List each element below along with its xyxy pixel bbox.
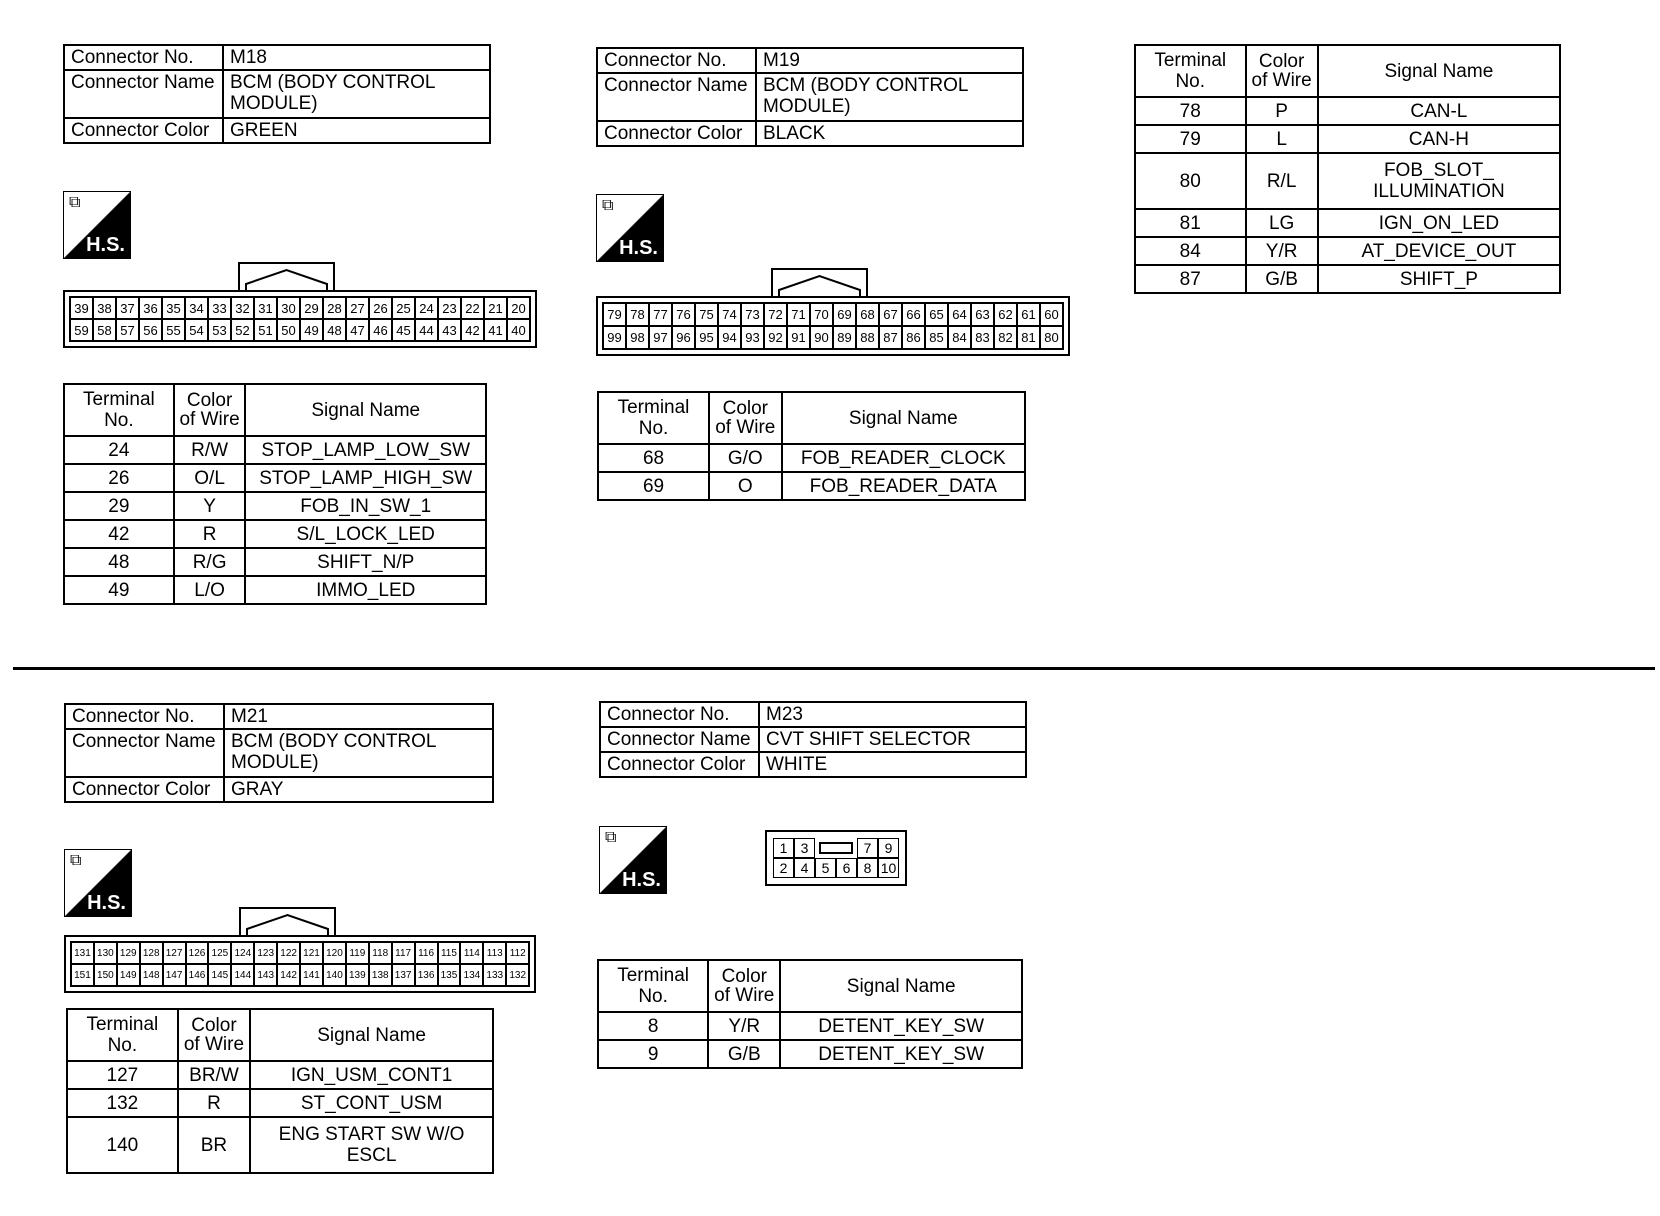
pin-cell: 49 (300, 319, 323, 341)
pin-cell: 81 (1017, 326, 1040, 349)
pin-cell: 128 (140, 942, 163, 964)
pin-cell: 137 (392, 964, 415, 986)
connector-color: WHITE (759, 752, 1026, 777)
pin-cell: 47 (346, 319, 369, 341)
pin-cell: 39 (70, 297, 93, 319)
pin-cell: 132 (506, 964, 529, 986)
connector-no-label: Connector No. (597, 48, 756, 73)
pin-cell: 136 (415, 964, 438, 986)
latch-icon (815, 838, 857, 858)
connector-color: GREEN (223, 118, 490, 143)
pin-cell: 69 (833, 303, 856, 326)
table-row (598, 472, 1025, 500)
pin-cell: 118 (369, 942, 392, 964)
terminal-no-cell: 8 (598, 1012, 708, 1040)
pin-cell: 130 (94, 942, 117, 964)
pin-cell: 48 (323, 319, 346, 341)
table-row (64, 492, 486, 520)
connector-face-m21 (64, 907, 536, 993)
pin-cell: 23 (438, 297, 461, 319)
pin-cell: 135 (438, 964, 461, 986)
signal-name-cell: IGN_USM_CONT1 (250, 1061, 493, 1089)
pin-cell: 83 (971, 326, 994, 349)
pin-cell: 115 (438, 942, 461, 964)
pin-cell: 7 (857, 838, 878, 858)
pin-cell: 34 (185, 297, 208, 319)
connector-color-label: Connector Color (600, 752, 759, 777)
terminal-no-cell: 69 (598, 472, 709, 500)
pin-cell: 56 (139, 319, 162, 341)
pin-cell: 55 (162, 319, 185, 341)
pin-cell: 60 (1040, 303, 1063, 326)
pin-cell: 40 (507, 319, 530, 341)
pin-cell: 113 (483, 942, 506, 964)
connector-latch (238, 262, 335, 292)
pin-cell: 143 (254, 964, 277, 986)
pin-cell: 67 (879, 303, 902, 326)
pin-cell: 96 (672, 326, 695, 349)
connector-no: M18 (223, 45, 490, 70)
table-row (598, 1012, 1022, 1040)
terminal-no-cell: 24 (64, 436, 174, 464)
terminal-no-cell: 84 (1135, 237, 1246, 265)
terminal-no-cell: 78 (1135, 97, 1246, 125)
signal-name-cell: ST_CONT_USM (250, 1089, 493, 1117)
signal-name-cell: STOP_LAMP_LOW_SW (245, 436, 486, 464)
pin-cell: 145 (208, 964, 231, 986)
table-row (598, 1040, 1022, 1068)
wire-color-cell: BR (178, 1117, 250, 1173)
pin-cell: 88 (856, 326, 879, 349)
connector-no-label: Connector No. (65, 704, 224, 729)
pin-cell: 35 (162, 297, 185, 319)
header-signal-name: Signal Name (1318, 45, 1560, 97)
pin-cell: 121 (300, 942, 323, 964)
header-terminal-no: Terminal No. (64, 384, 174, 436)
signal-name-cell: SHIFT_P (1318, 265, 1560, 293)
connector-no-label: Connector No. (64, 45, 223, 70)
pin-cell: 30 (277, 297, 300, 319)
pin-cell: 129 (117, 942, 140, 964)
terminal-table-m19 (597, 391, 1026, 501)
terminal-table-m23 (597, 959, 1023, 1069)
table-row (67, 1061, 493, 1089)
table-row (1135, 209, 1560, 237)
connector-glyph-icon: ⧉ (70, 852, 82, 869)
pin-cell: 29 (300, 297, 323, 319)
table-header-row (67, 1009, 493, 1061)
header-terminal-no: Terminal No. (67, 1009, 178, 1061)
connector-name-label: Connector Name (600, 727, 759, 752)
pin-cell: 37 (116, 297, 139, 319)
pin-cell: 52 (231, 319, 254, 341)
signal-name-cell: DETENT_KEY_SW (780, 1040, 1022, 1068)
header-wire-color: Color of Wire (178, 1009, 250, 1061)
pin-cell: 89 (833, 326, 856, 349)
header-wire-color: Color of Wire (709, 392, 782, 444)
pin-cell: 139 (346, 964, 369, 986)
connector-latch (771, 268, 868, 298)
pin-cell: 45 (392, 319, 415, 341)
pin-cell: 25 (392, 297, 415, 319)
terminal-no-cell: 26 (64, 464, 174, 492)
pin-cell: 98 (626, 326, 649, 349)
pin-grid (602, 302, 1064, 350)
pin-cell: 79 (603, 303, 626, 326)
pin-cell: 50 (277, 319, 300, 341)
terminal-no-cell: 48 (64, 548, 174, 576)
pin-cell: 77 (649, 303, 672, 326)
connector-no: M19 (756, 48, 1023, 73)
pin-row (71, 964, 529, 986)
latch-key-icon (773, 270, 866, 298)
pin-cell: 26 (369, 297, 392, 319)
connector-name-label: Connector Name (597, 73, 756, 121)
pin-cell: 149 (117, 964, 140, 986)
pin-cell: 112 (506, 942, 529, 964)
table-row (1135, 97, 1560, 125)
pin-cell: 66 (902, 303, 925, 326)
terminal-no-cell: 140 (67, 1117, 178, 1173)
connector-name: BCM (BODY CONTROL MODULE) (223, 70, 490, 118)
pin-cell: 20 (507, 297, 530, 319)
pin-cell: 44 (415, 319, 438, 341)
table-row (64, 548, 486, 576)
connector-no-label: Connector No. (600, 702, 759, 727)
pin-cell: 91 (787, 326, 810, 349)
pin-row (603, 326, 1063, 349)
pin-cell: 36 (139, 297, 162, 319)
wire-color-cell: Y/R (1246, 237, 1318, 265)
pin-cell: 4 (794, 858, 815, 878)
terminal-no-cell: 127 (67, 1061, 178, 1089)
pin-cell: 72 (764, 303, 787, 326)
pin-cell: 146 (186, 964, 209, 986)
signal-name-cell: ENG START SW W/O ESCL (250, 1117, 493, 1173)
connector-glyph-icon: ⧉ (605, 829, 617, 846)
pin-cell: 62 (994, 303, 1017, 326)
connector-color-label: Connector Color (65, 777, 224, 802)
connector-latch (239, 907, 336, 937)
pin-cell: 142 (277, 964, 300, 986)
harness-side-icon (596, 194, 664, 262)
pin-cell: 68 (856, 303, 879, 326)
wire-color-cell: BR/W (178, 1061, 250, 1089)
pin-cell: 124 (231, 942, 254, 964)
connector-info-m19 (596, 47, 1024, 147)
pin-cell: 94 (718, 326, 741, 349)
pin-cell: 90 (810, 326, 833, 349)
hs-label: H.S. (619, 237, 658, 259)
latch-key-icon (240, 264, 333, 292)
pin-cell: 53 (208, 319, 231, 341)
harness-side-icon (599, 826, 667, 894)
wire-color-cell: O (709, 472, 782, 500)
pin-cell: 5 (815, 858, 836, 878)
connector-info-m18 (63, 44, 491, 144)
pin-cell: 117 (392, 942, 415, 964)
wire-color-cell: G/B (1246, 265, 1318, 293)
pin-cell: 80 (1040, 326, 1063, 349)
pin-cell: 27 (346, 297, 369, 319)
header-wire-color: Color of Wire (174, 384, 246, 436)
signal-name-cell: SHIFT_N/P (245, 548, 486, 576)
connector-name: CVT SHIFT SELECTOR (759, 727, 1026, 752)
table-row (1135, 237, 1560, 265)
terminal-no-cell: 87 (1135, 265, 1246, 293)
wire-color-cell: L (1246, 125, 1318, 153)
connector-name-label: Connector Name (64, 70, 223, 118)
pin-cell: 82 (994, 326, 1017, 349)
pin-cell: 97 (649, 326, 672, 349)
terminal-no-cell: 29 (64, 492, 174, 520)
wire-color-cell: R (178, 1089, 250, 1117)
pin-cell: 141 (300, 964, 323, 986)
wire-color-cell: O/L (174, 464, 246, 492)
wire-color-cell: R/W (174, 436, 246, 464)
pin-cell: 119 (346, 942, 369, 964)
signal-name-cell: FOB_READER_DATA (782, 472, 1025, 500)
connector-name: BCM (BODY CONTROL MODULE) (756, 73, 1023, 121)
signal-name-cell: FOB_READER_CLOCK (782, 444, 1025, 472)
connector-info-m21 (64, 703, 494, 803)
pin-cell: 147 (163, 964, 186, 986)
pin-cell: 24 (415, 297, 438, 319)
connector-info-m23 (599, 701, 1027, 778)
signal-name-cell: DETENT_KEY_SW (780, 1012, 1022, 1040)
pin-grid (70, 941, 530, 987)
pin-cell: 127 (163, 942, 186, 964)
pin-cell: 73 (741, 303, 764, 326)
terminal-no-cell: 9 (598, 1040, 708, 1068)
pin-cell: 33 (208, 297, 231, 319)
table-row (64, 576, 486, 604)
pin-cell: 38 (93, 297, 116, 319)
pin-cell: 54 (185, 319, 208, 341)
signal-name-cell: CAN-H (1318, 125, 1560, 153)
connector-name: BCM (BODY CONTROL MODULE) (224, 729, 493, 777)
pin-cell: 131 (71, 942, 94, 964)
pin-cell: 126 (186, 942, 209, 964)
pin-cell: 10 (878, 858, 899, 878)
wire-color-cell: G/O (709, 444, 782, 472)
header-signal-name: Signal Name (780, 960, 1022, 1012)
pin-cell: 9 (878, 838, 899, 858)
connector-face-m18 (63, 262, 537, 348)
table-header-row (1135, 45, 1560, 97)
signal-name-cell: IGN_ON_LED (1318, 209, 1560, 237)
pin-cell: 21 (484, 297, 507, 319)
connector-color-label: Connector Color (64, 118, 223, 143)
pin-cell: 74 (718, 303, 741, 326)
connector-glyph-icon: ⧉ (69, 194, 81, 211)
pin-cell: 41 (484, 319, 507, 341)
header-signal-name: Signal Name (245, 384, 486, 436)
connector-glyph-icon: ⧉ (602, 197, 614, 214)
connector-face-m19 (596, 268, 1070, 356)
pin-cell: 28 (323, 297, 346, 319)
pin-row (603, 303, 1063, 326)
signal-name-cell: IMMO_LED (245, 576, 486, 604)
latch-key-icon (241, 909, 334, 937)
wire-color-cell: R/G (174, 548, 246, 576)
terminal-table-m21 (66, 1008, 494, 1174)
table-row (64, 464, 486, 492)
pin-cell: 42 (461, 319, 484, 341)
pin-cell: 87 (879, 326, 902, 349)
pin-cell: 8 (857, 858, 878, 878)
terminal-no-cell: 42 (64, 520, 174, 548)
connector-no: M21 (224, 704, 493, 729)
wire-color-cell: Y/R (708, 1012, 780, 1040)
terminal-no-cell: 132 (67, 1089, 178, 1117)
connector-color-label: Connector Color (597, 121, 756, 146)
terminal-no-cell: 81 (1135, 209, 1246, 237)
pin-cell: 6 (836, 858, 857, 878)
wire-color-cell: G/B (708, 1040, 780, 1068)
terminal-table-m18 (63, 383, 487, 605)
pin-cell: 114 (460, 942, 483, 964)
pin-cell: 125 (208, 942, 231, 964)
connector-face-m23 (765, 830, 907, 886)
pin-cell: 120 (323, 942, 346, 964)
pin-cell: 78 (626, 303, 649, 326)
pin-cell: 99 (603, 326, 626, 349)
pin-grid (69, 296, 531, 342)
connector-no: M23 (759, 702, 1026, 727)
header-signal-name: Signal Name (782, 392, 1025, 444)
pin-cell: 61 (1017, 303, 1040, 326)
wire-color-cell: LG (1246, 209, 1318, 237)
terminal-no-cell: 68 (598, 444, 709, 472)
pin-cell: 148 (140, 964, 163, 986)
pin-cell: 86 (902, 326, 925, 349)
connector-color: BLACK (756, 121, 1023, 146)
pin-cell: 151 (71, 964, 94, 986)
pin-cell: 64 (948, 303, 971, 326)
pin-cell: 2 (773, 858, 794, 878)
table-header-row (598, 960, 1022, 1012)
section-divider (13, 667, 1655, 670)
pin-cell: 144 (231, 964, 254, 986)
pin-cell: 71 (787, 303, 810, 326)
hs-label: H.S. (87, 892, 126, 914)
terminal-no-cell: 49 (64, 576, 174, 604)
wire-color-cell: Y (174, 492, 246, 520)
terminal-no-cell: 80 (1135, 153, 1246, 209)
table-row (1135, 125, 1560, 153)
header-wire-color: Color of Wire (1246, 45, 1318, 97)
pin-cell: 32 (231, 297, 254, 319)
table-header-row (64, 384, 486, 436)
pin-cell: 22 (461, 297, 484, 319)
header-terminal-no: Terminal No. (598, 392, 709, 444)
header-wire-color: Color of Wire (708, 960, 780, 1012)
signal-name-cell: AT_DEVICE_OUT (1318, 237, 1560, 265)
signal-name-cell: FOB_SLOT_ ILLUMINATION (1318, 153, 1560, 209)
pin-cell: 122 (277, 942, 300, 964)
pin-cell: 51 (254, 319, 277, 341)
pin-cell: 84 (948, 326, 971, 349)
signal-name-cell: S/L_LOCK_LED (245, 520, 486, 548)
table-header-row (598, 392, 1025, 444)
pin-cell: 116 (415, 942, 438, 964)
pin-cell: 63 (971, 303, 994, 326)
table-row (67, 1117, 493, 1173)
pin-cell: 46 (369, 319, 392, 341)
table-row (67, 1089, 493, 1117)
table-row (1135, 265, 1560, 293)
pin-row (70, 297, 530, 319)
wire-color-cell: R (174, 520, 246, 548)
pin-cell: 93 (741, 326, 764, 349)
wire-color-cell: R/L (1246, 153, 1318, 209)
table-row (598, 444, 1025, 472)
terminal-no-cell: 79 (1135, 125, 1246, 153)
pin-row (70, 319, 530, 341)
hs-label: H.S. (622, 869, 661, 891)
table-row (64, 436, 486, 464)
table-row (64, 520, 486, 548)
pin-cell: 85 (925, 326, 948, 349)
header-terminal-no: Terminal No. (1135, 45, 1246, 97)
pin-cell: 57 (116, 319, 139, 341)
table-row (1135, 153, 1560, 209)
pin-cell: 43 (438, 319, 461, 341)
connector-color: GRAY (224, 777, 493, 802)
pin-cell: 59 (70, 319, 93, 341)
wire-color-cell: P (1246, 97, 1318, 125)
pin-cell: 58 (93, 319, 116, 341)
pin-cell: 1 (773, 838, 794, 858)
harness-side-icon (63, 191, 131, 259)
terminal-table-m19-continued (1134, 44, 1561, 294)
signal-name-cell: STOP_LAMP_HIGH_SW (245, 464, 486, 492)
pin-cell: 75 (695, 303, 718, 326)
pin-cell: 31 (254, 297, 277, 319)
hs-label: H.S. (86, 234, 125, 256)
pin-cell: 65 (925, 303, 948, 326)
pin-cell: 95 (695, 326, 718, 349)
signal-name-cell: FOB_IN_SW_1 (245, 492, 486, 520)
pin-cell: 134 (460, 964, 483, 986)
pin-cell: 3 (794, 838, 815, 858)
signal-name-cell: CAN-L (1318, 97, 1560, 125)
pin-cell: 150 (94, 964, 117, 986)
connector-name-label: Connector Name (65, 729, 224, 777)
pin-cell: 140 (323, 964, 346, 986)
pin-cell: 76 (672, 303, 695, 326)
pin-cell: 70 (810, 303, 833, 326)
pin-cell: 92 (764, 326, 787, 349)
pin-row (71, 942, 529, 964)
wire-color-cell: L/O (174, 576, 246, 604)
pin-cell: 138 (369, 964, 392, 986)
header-terminal-no: Terminal No. (598, 960, 708, 1012)
pin-cell: 133 (483, 964, 506, 986)
pin-cell: 123 (254, 942, 277, 964)
header-signal-name: Signal Name (250, 1009, 493, 1061)
